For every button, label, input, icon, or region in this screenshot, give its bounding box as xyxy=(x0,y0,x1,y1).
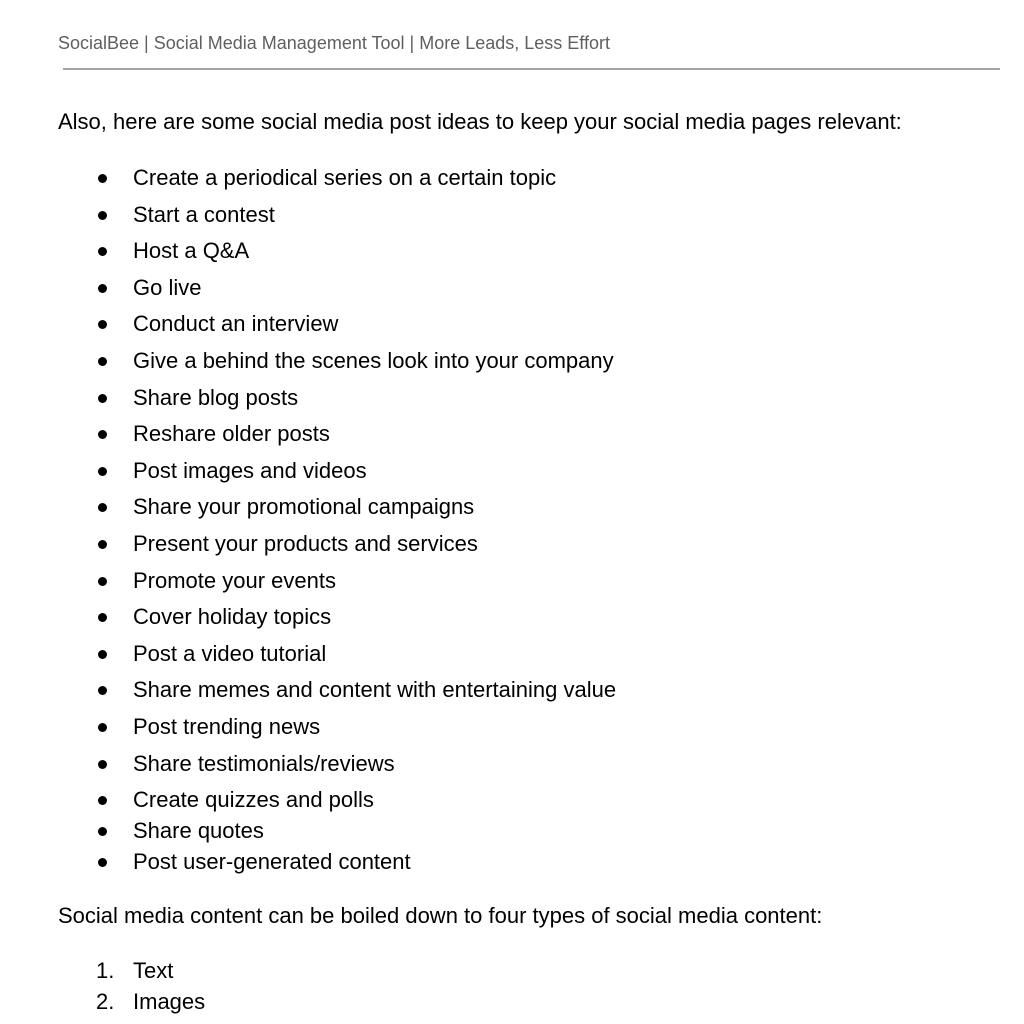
list-number: 1. xyxy=(96,958,115,983)
list-item-text: Give a behind the scenes look into your company xyxy=(133,347,614,373)
bullet-icon xyxy=(98,503,107,512)
intro-paragraph: Also, here are some social media post ideas to keep your social media pages relevant: xyxy=(58,109,902,134)
list-item-text: Text xyxy=(133,958,174,983)
content-types-paragraph: Social media content can be boiled down to four types of social media content: xyxy=(58,903,823,928)
list-item-text: Start a contest xyxy=(133,201,275,227)
document-header: SocialBee | Social Media Management Tool | More Leads, Less Effort xyxy=(58,33,610,53)
bullet-icon xyxy=(98,723,107,732)
list-item-text: Share memes and content with entertaining value xyxy=(133,677,617,703)
bullet-icon xyxy=(98,430,107,439)
list-item-text: Images xyxy=(133,989,206,1014)
bullet-icon xyxy=(98,760,107,769)
bullet-icon xyxy=(98,174,107,183)
bullet-icon xyxy=(98,540,107,549)
list-item-text: Host a Q&A xyxy=(133,238,250,264)
bullet-icon xyxy=(98,577,107,586)
list-item-text: Create a periodical series on a certain topic xyxy=(133,165,557,190)
bullet-icon xyxy=(98,394,107,403)
list-item-text: Share your promotional campaigns xyxy=(133,494,475,520)
bullet-icon xyxy=(98,827,107,836)
list-item-text: Reshare older posts xyxy=(133,421,330,447)
bullet-icon xyxy=(98,284,107,293)
bullet-icon xyxy=(98,467,107,476)
bullet-icon xyxy=(98,613,107,622)
bullet-icon xyxy=(98,858,107,867)
bullet-icon xyxy=(98,320,107,329)
list-item-text: Cover holiday topics xyxy=(133,604,332,630)
list-item-text: Promote your events xyxy=(133,567,336,593)
bullet-icon xyxy=(98,357,107,366)
bullet-icon xyxy=(98,247,107,256)
list-item-text: Post user-generated content xyxy=(133,849,411,875)
bullet-icon xyxy=(98,796,107,805)
list-item-text: Share testimonials/reviews xyxy=(133,750,395,776)
header-divider xyxy=(63,68,1000,70)
list-item-text: Post a video tutorial xyxy=(133,640,327,666)
list-item-text: Post images and videos xyxy=(133,457,367,483)
list-item-text: Share blog posts xyxy=(133,384,299,410)
list-number: 2. xyxy=(96,989,115,1014)
list-item-text: Present your products and services xyxy=(133,530,478,556)
bullet-icon xyxy=(98,211,107,220)
list-item-text: Create quizzes and polls xyxy=(133,787,374,813)
list-item-text: Share quotes xyxy=(133,818,264,844)
list-item-text: Post trending news xyxy=(133,713,321,739)
list-item-text: Conduct an interview xyxy=(133,311,339,337)
bullet-icon xyxy=(98,650,107,659)
bullet-icon xyxy=(98,686,107,695)
list-item-text: Go live xyxy=(133,274,202,300)
